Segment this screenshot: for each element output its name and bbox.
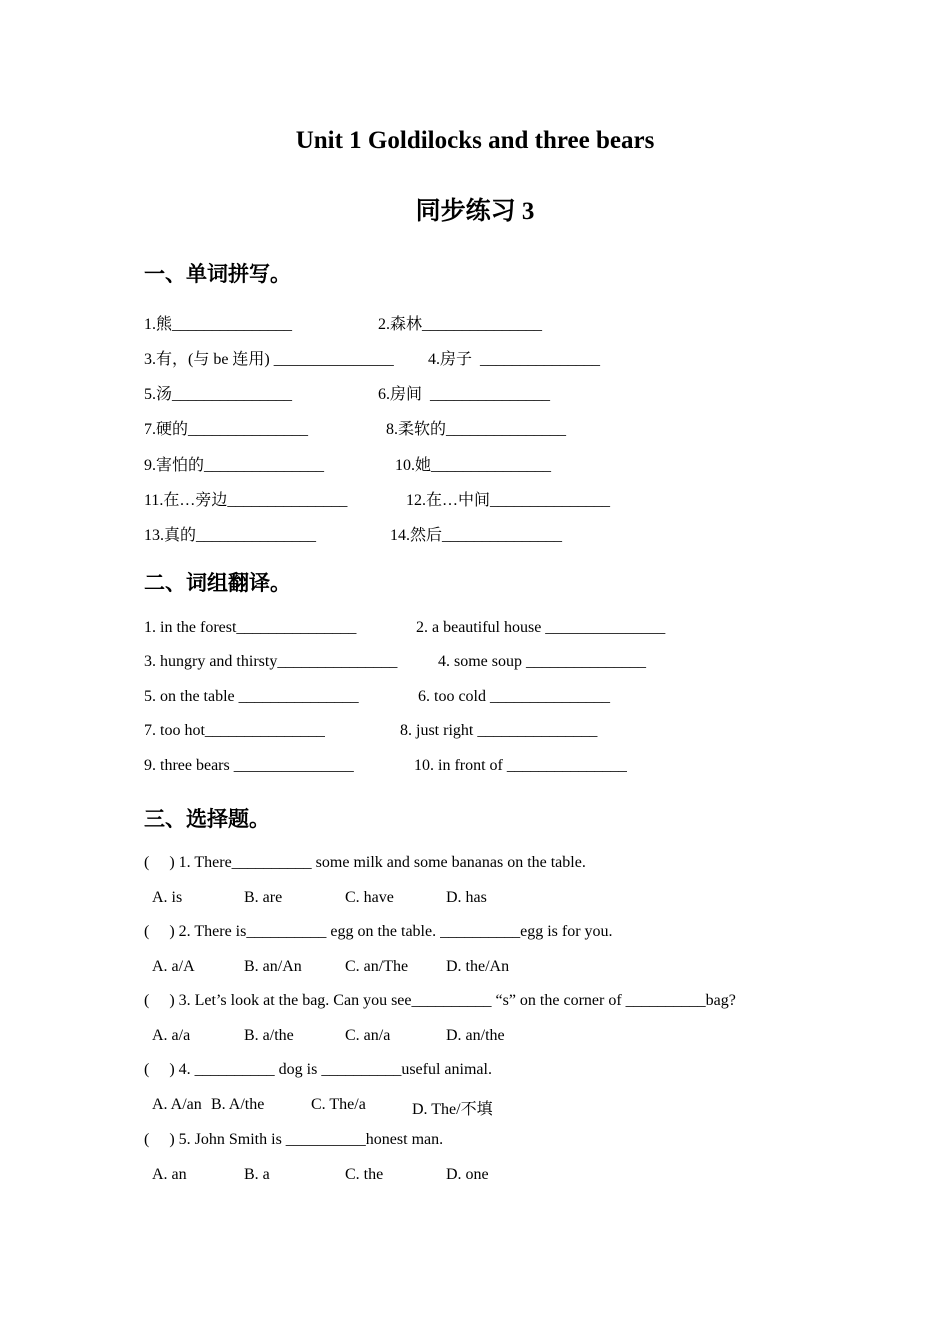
question-option: B. a (244, 1166, 270, 1183)
question-option: A. is (152, 889, 183, 906)
question-stem: ( ) 1. There__________ some milk and some bananas on the table. (144, 854, 586, 871)
vocab-item: 11.在…旁边_______________ (144, 492, 348, 509)
section3-heading: 三、选择题。 (144, 807, 270, 831)
vocab-item: 7.硬的_______________ (144, 421, 309, 438)
question-option: C. an/The (345, 958, 409, 975)
phrase-item: 7. too hot_______________ (144, 722, 325, 739)
vocab-item: 12.在…中间_______________ (406, 492, 611, 509)
phrase-item: 4. some soup _______________ (438, 653, 646, 670)
question-option: B. A/the (211, 1096, 265, 1113)
phrase-item: 3. hungry and thirsty_______________ (144, 653, 398, 670)
phrase-item: 2. a beautiful house _______________ (416, 619, 666, 636)
question-option: A. a/A (152, 958, 195, 975)
question-option: D. The/不填 (412, 1101, 493, 1118)
vocab-item: 8.柔软的_______________ (386, 421, 567, 438)
vocab-item: 13.真的_______________ (144, 527, 317, 544)
page-title: Unit 1 Goldilocks and three bears (295, 127, 655, 154)
question-option: B. an/An (244, 958, 302, 975)
section1-heading: 一、单词拼写。 (144, 262, 291, 286)
phrase-item: 1. in the forest_______________ (144, 619, 357, 636)
phrase-item: 5. on the table _______________ (144, 688, 359, 705)
question-option: C. an/a (345, 1027, 391, 1044)
vocab-item: 5.汤_______________ (144, 386, 293, 403)
question-option: B. are (244, 889, 283, 906)
question-option: A. A/an (152, 1096, 202, 1113)
section2-heading: 二、词组翻译。 (144, 571, 291, 595)
question-option: C. the (345, 1166, 384, 1183)
question-option: A. a/a (152, 1027, 191, 1044)
question-option: B. a/the (244, 1027, 294, 1044)
vocab-item: 4.房子 _______________ (428, 351, 601, 368)
question-option: C. The/a (311, 1096, 366, 1113)
vocab-item: 9.害怕的_______________ (144, 457, 325, 474)
question-option: D. an/the (446, 1027, 505, 1044)
vocab-item: 10.她_______________ (395, 457, 552, 474)
page-subtitle: 同步练习 3 (415, 198, 535, 225)
question-option: D. one (446, 1166, 489, 1183)
phrase-item: 8. just right _______________ (400, 722, 598, 739)
question-option: A. an (152, 1166, 187, 1183)
vocab-item: 1.熊_______________ (144, 316, 293, 333)
vocab-item: 3.有，(与 be 连用) _______________ (144, 351, 394, 368)
vocab-item: 6.房间 _______________ (378, 386, 551, 403)
question-option: D. has (446, 889, 487, 906)
question-option: C. have (345, 889, 394, 906)
question-option: D. the/An (446, 958, 510, 975)
vocab-item: 14.然后_______________ (390, 527, 563, 544)
question-stem: ( ) 3. Let’s look at the bag. Can you see__________ “s” on the corner of __________bag? (144, 992, 736, 1009)
phrase-item: 6. too cold _______________ (418, 688, 610, 705)
question-stem: ( ) 2. There is__________ egg on the table. __________egg is for you. (144, 923, 613, 940)
question-stem: ( ) 5. John Smith is __________honest man. (144, 1131, 444, 1148)
phrase-item: 10. in front of _______________ (414, 757, 627, 774)
vocab-item: 2.森林_______________ (378, 316, 543, 333)
question-stem: ( ) 4. __________ dog is __________useful animal. (144, 1061, 492, 1078)
phrase-item: 9. three bears _______________ (144, 757, 354, 774)
